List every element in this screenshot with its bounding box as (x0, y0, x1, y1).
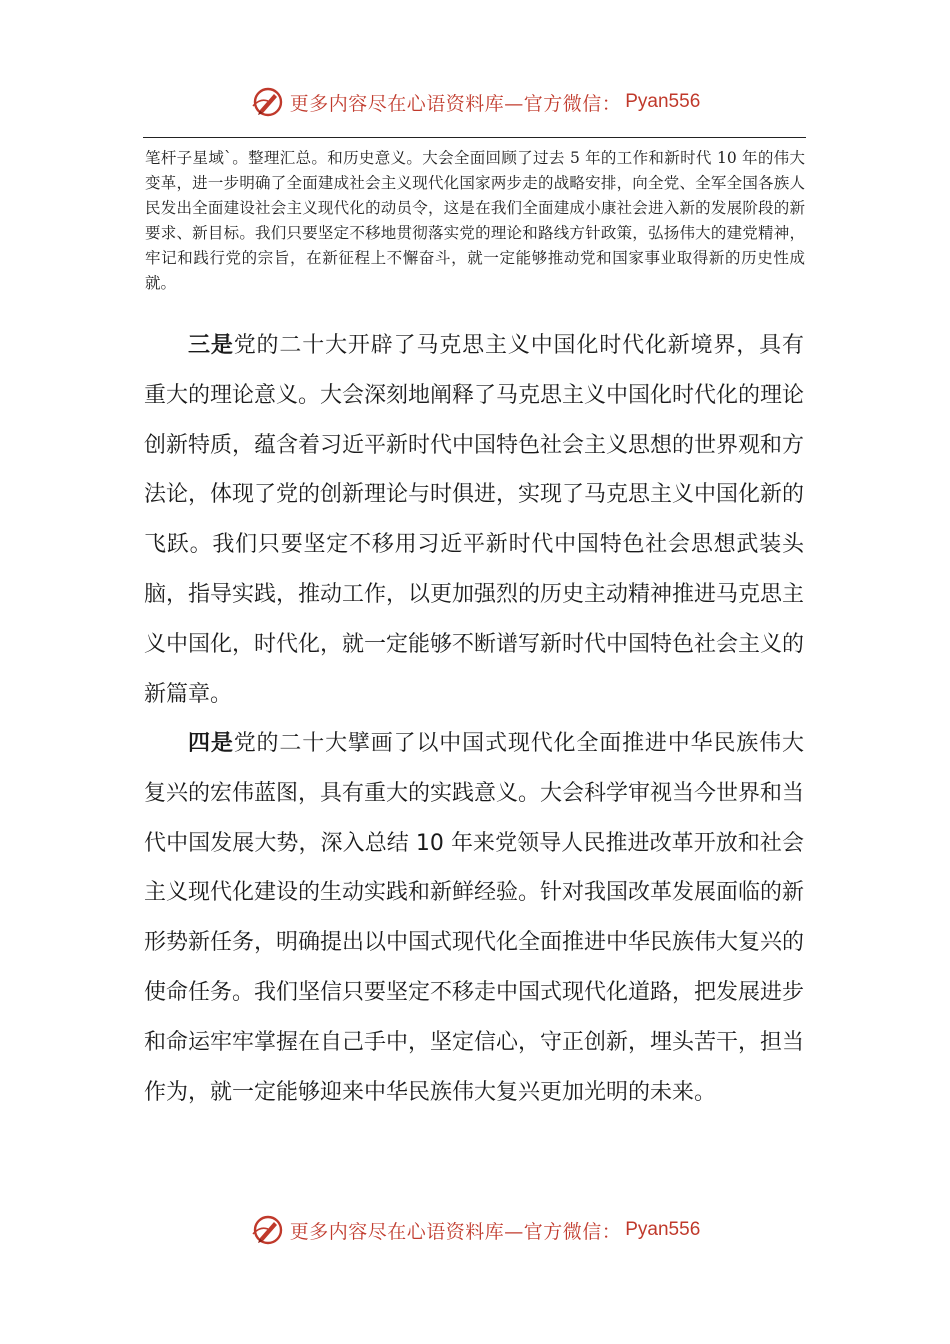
header-watermark (250, 84, 701, 120)
page-header (0, 84, 950, 120)
paragraph-4-body: 党的二十大擘画了以中国式现代化全面推进中华民族伟大复兴的宏伟蓝图，具有重大的实践意义。大会科学审视当今世界和当代中国发展大势，深入总结 10 年来党领导人民推进改革开放和社会主义现代化建设的生动实践和新鲜经验。针对我国改革发展面临的新形势新任务，明确提出以中国式现代化全面推进中华民族伟大复兴的使命任务。我们坚信只要坚定不移走中国式现代化道路，把发展进步和命运牢牢掌握在自己手中，坚定信心，守正创新，埋头苦干，担当作为，就一定能够迎来中华民族伟大复兴更加光明的未来。 (144, 731, 805, 1105)
header-watermark-text: 更多内容尽在心语资料库—官方微信： (289, 92, 622, 115)
page-footer (0, 1212, 950, 1248)
paragraph-2-continuation: 笔杆子星域`。整理汇总。和历史意义。大会全面回顾了过去 5 年的工作和新时代 10 年的伟大变革，进一步明确了全面建成社会主义现代化国家两步走的战略安排，向全党、全军全国各族人民发出全面建设社会主义现代化的动员令，这是在我们全面建成小康社会进入新的发展阶段的新要求、新目标。我们只要坚定不移地贯彻落实党的理论和路线方针政策，弘扬伟大的建党精神，牢记和践行党的宗旨，在新征程上不懈奋斗，就一定能够推动党和国家事业取得新的历史性成就。 (145, 149, 805, 292)
footer-watermark (250, 1212, 701, 1248)
pen-logo-icon (250, 1212, 286, 1248)
pen-logo-icon (250, 84, 286, 120)
footer-watermark-text: 更多内容尽在心语资料库—官方微信： (289, 1220, 622, 1243)
paragraph-4 (144, 719, 804, 1117)
paragraph-3 (144, 321, 804, 719)
paragraph-4-lead: 四是 (188, 731, 234, 756)
footer-wechat-id: Pyan556 (625, 1219, 701, 1240)
header-wechat-id: Pyan556 (625, 91, 701, 112)
header-divider (143, 137, 806, 138)
paragraph-3-body: 党的二十大开辟了马克思主义中国化时代化新境界，具有重大的理论意义。大会深刻地阐释了马克思主义中国化时代化的理论创新特质，蕴含着习近平新时代中国特色社会主义思想的世界观和方法论，体现了党的创新理论与时俱进，实现了马克思主义中国化新的飞跃。我们只要坚定不移用习近平新时代中国特色社会思想武装头脑，指导实践，推动工作，以更加强烈的历史主动精神推进马克思主义中国化，时代化，就一定能够不断谱写新时代中国特色社会主义的新篇章。 (144, 333, 805, 707)
paragraph-3-lead: 三是 (188, 333, 234, 358)
